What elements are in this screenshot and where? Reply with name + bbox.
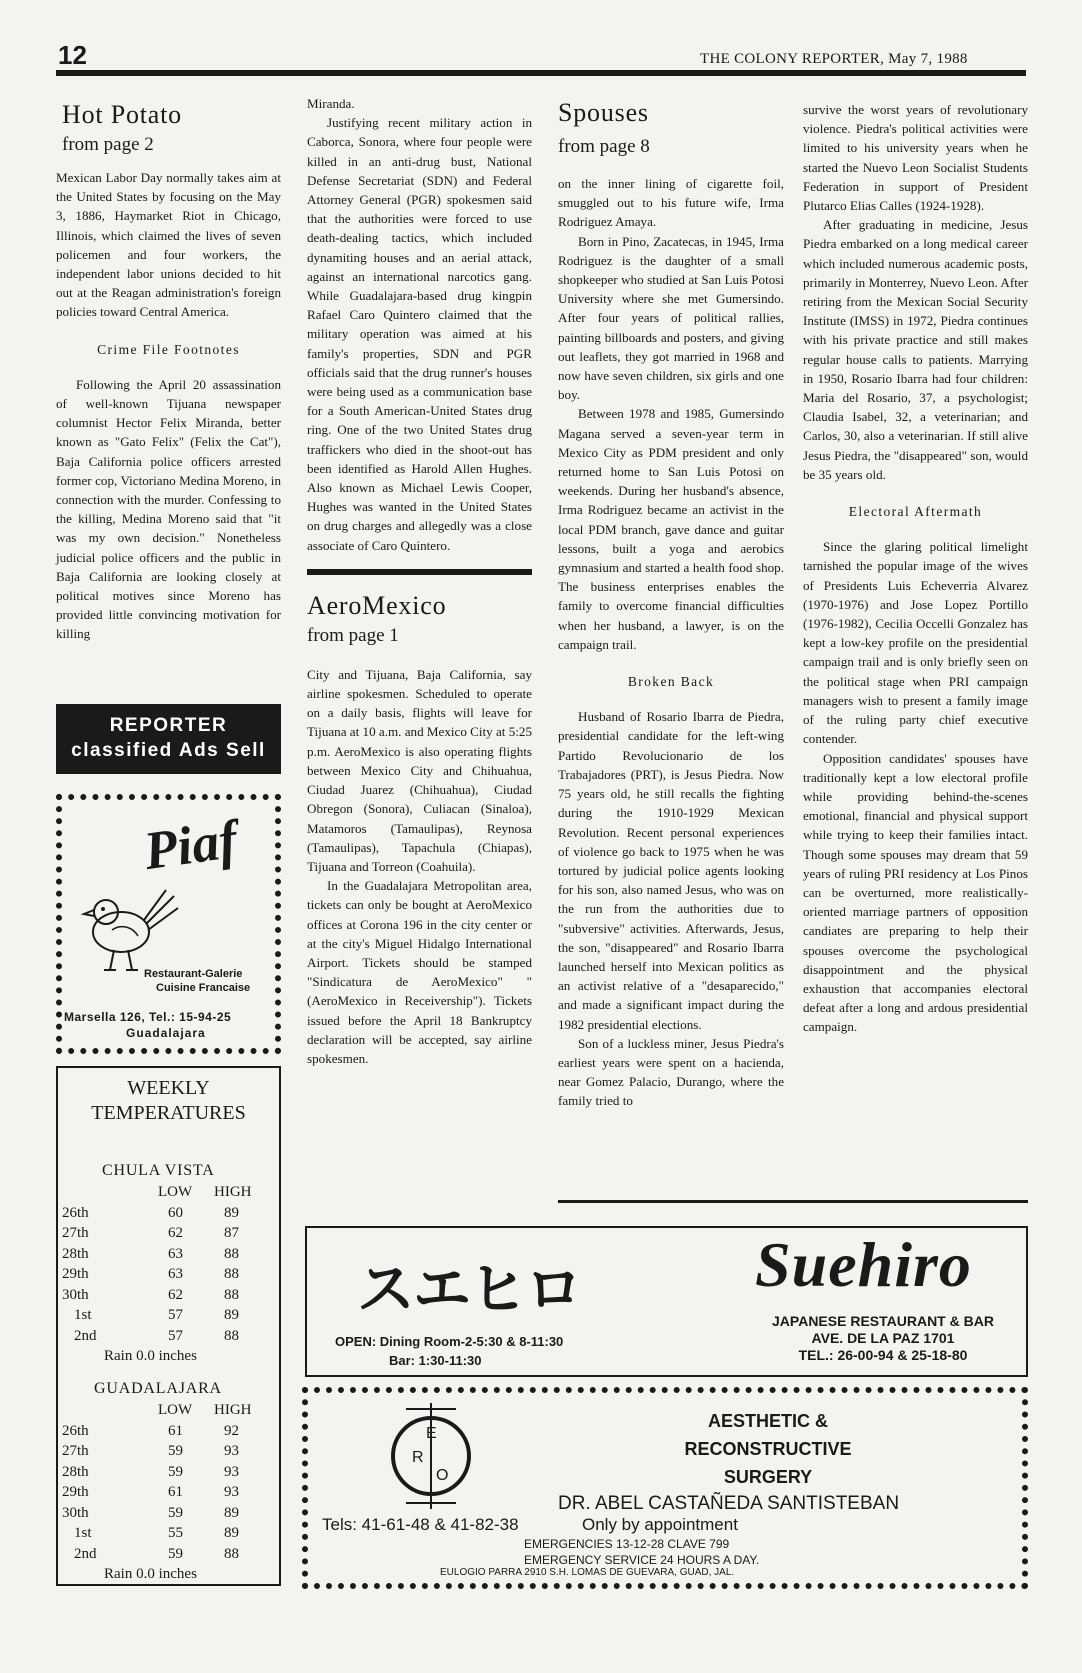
crime-file-continued: Miranda. [307, 96, 355, 111]
spouses-paragraph-5: Son of a luckless miner, Jesus Piedra's earliest years were spent on a hacienda, near Gomez Palacio, Durango, where the family tried to [558, 1035, 784, 1109]
piaf-restaurant-galerie: Restaurant-Galerie [144, 968, 243, 980]
suehiro-hours [335, 1332, 563, 1370]
piaf-ad [56, 794, 281, 1054]
table-row: 26th 60 89 [62, 1204, 239, 1221]
weekly-temperatures [56, 1066, 281, 1586]
surgery-title [628, 1407, 908, 1491]
temps-title-1: WEEKLY [127, 1077, 210, 1099]
spouses-paragraph-1: on the inner lining of cigarette foil, smuggled out to his future wife, Irma Rodriguez Amaya. [558, 176, 784, 230]
surgery-line-1: AESTHETIC & [707, 1411, 828, 1431]
table-row: 28th 63 88 [62, 1245, 239, 1262]
crime-file-heading: Crime File Footnotes [97, 341, 240, 357]
piaf-address: Marsella 126, Tel.: 15-94-25 [64, 1010, 232, 1024]
logo-letter-e: E [426, 1425, 437, 1442]
guadalajara-heading: GUADALAJARA [94, 1380, 222, 1397]
table-row: 28th 59 93 [62, 1463, 239, 1480]
table-row: 29th 61 93 [62, 1484, 239, 1500]
bar-hours: Bar: 1:30-11:30 [389, 1353, 482, 1368]
table-row: 30th 62 88 [62, 1286, 239, 1303]
bottom-rule [558, 1200, 1028, 1203]
column-2 [307, 94, 532, 1068]
surgery-line-2: RECONSTRUCTIVE [684, 1439, 852, 1459]
table-row: 1st 57 89 [74, 1307, 239, 1323]
broken-back-paragraph: Husband of Rosario Ibarra de Piedra, presidential candidate for the left-wing Partido Revolucionario de los Trabajadores (PRT), is Jesus Piedra. Now 75 years old, he still recalls the fighting during the 1910-1929 Mexican Revolution. Recent personal experiences of violence go back to 1975 when he was tortured by judicial police agents looking for his son, also named Jesus, who was on the run from the authorities due to "subversive" activities. Afterwards, Jesus, the son, "disappeared" and Rosario Ibarra launched herself into Mexican politics as an activist relative of a "desaparecido," and made a significant impact during the 1982 presidential elections. [558, 709, 784, 1032]
ero-logo [386, 1401, 476, 1511]
table-row: 2nd 59 88 [74, 1545, 239, 1562]
spouses-headline: Spouses [558, 98, 649, 127]
high-header: HIGH [214, 1402, 252, 1418]
classified-ads-banner [56, 704, 281, 774]
surgery-line-3: SURGERY [723, 1467, 813, 1487]
suehiro-address: AVE. DE LA PAZ 1701 [811, 1330, 955, 1346]
table-row: 27th 62 87 [62, 1225, 239, 1241]
masthead: THE COLONY REPORTER, May 7, 1988 [700, 51, 968, 67]
aeromexico-paragraph-1: City and Tijuana, Baja California, say airline spokesmen. Scheduled to operate on a daily basis, flights will leave for Tijuana at 10 a.m. and Mexico City at 5:25 p.m. AeroMexico is also operating flights between Mexico City and Chihuahua, Ciudad Juarez (Chihuahua), Ciudad Obregon (Sonora), Culiacan (Sinaloa), Matamoros (Tamaulipas), Reynosa (Tamaulipas), Tapachula (Chiapas), Tijuana and Torreon (Coahuila). [307, 666, 532, 874]
emergency-service-line: EMERGENCY SERVICE 24 HOURS A DAY. [524, 1553, 760, 1567]
electoral-paragraph-1: Since the glaring political limelight tarnished the popular image of the wives of Presidents Luis Echeverria Alvarez (1970-1976) and Jose Lopez Portillo (1976-1982), Cecilia Occelli Gonzalez has kept a low-key profile on the presidential campaign trail and is only briefly seen on the political stage when PRI campaign managers wish to present a family image of the ruling party chief executive contender. [803, 539, 1028, 747]
dining-hours: Dining Room-2-5:30 & 8-11:30 [379, 1334, 564, 1349]
surgery-tels: Tels: 41-61-48 & 41-82-38 [322, 1515, 519, 1534]
suehiro-type: JAPANESE RESTAURANT & BAR [772, 1313, 994, 1329]
column-1 [56, 100, 281, 644]
logo-letter-o: O [436, 1467, 449, 1484]
hot-potato-subhead: from page 2 [62, 134, 154, 155]
chula-vista-rain: Rain 0.0 inches [104, 1348, 197, 1364]
page-number: 12 [58, 40, 87, 70]
aeromexico-subhead: from page 1 [307, 624, 399, 646]
table-row: 27th 59 93 [62, 1443, 239, 1459]
low-header: LOW [158, 1402, 193, 1418]
suehiro-ad [305, 1226, 1028, 1377]
suehiro-script-logo: Suehiro [755, 1229, 972, 1300]
piedra-paragraph-1: survive the worst years of revolutionary violence. Piedra's political activities were limited to his university years when he started the Nuevo Leon Socialist Students Federation in support of President Plutarco Elias Calles (1924-1928). [803, 102, 1028, 214]
table-row: 1st 55 89 [74, 1525, 239, 1541]
crime-file-paragraph: Following the April 20 assassination of well-known Tijuana newspaper columnist Hector Felix Miranda, better known as "Gato Felix" (Felix the Cat"), Baja California police officers arrested former cop, Victoriano Medina Moreno, in connection with the murder. Confessing to the killing, Medina Moreno said that "it was my own decision." Nonetheless judicial police officers and the public in Baja California are looking closely at political motives since Moreno has provided little convincing motivation for killing [56, 376, 281, 642]
table-row: 2nd 57 88 [74, 1327, 239, 1344]
classified-line-2: classified Ads Sell [71, 740, 266, 761]
low-header: LOW [158, 1184, 193, 1200]
divider [307, 569, 532, 575]
aeromexico-headline: AeroMexico [307, 590, 447, 620]
hot-potato-headline: Hot Potato [62, 100, 182, 129]
piedra-paragraph-2: After graduating in medicine, Jesus Piedra embarked on a long medical career which included numerous academic posts, primarily in Monterrey, Nuevo Leon. After retiring from the Mexican Social Security Institute (IMSS) in 1972, Piedra continues with his private practice and still makes regular house calls to patients. Marrying in 1950, Rosario Ibarra had four children: Maria del Rosario, 37, a psychologist; Claudia Isabel, 32, a veterinarian; and Carlos, 30, also a veterinarian. If still alive Jesus Piedra, the "disappeared" son, would be 35 years old. [803, 217, 1028, 482]
surgery-address: EULOGIO PARRA 2910 S.H. LOMAS DE GUEVARA, GUAD, JAL. [440, 1567, 735, 1578]
column-4 [803, 100, 1028, 1037]
broken-back-heading: Broken Back [627, 674, 715, 690]
spouses-paragraph-3: Between 1978 and 1985, Gumersindo Magana served a seven-year term in Mexico City as PDM president and only returned home to San Luis Potosi on weekends. During her husband's absence, Irma Rodriguez became an activist in the local PDM branch, gave dance and guitar lessons, built a yoga and aerobics gymnasium and started a health food shop. The business enterprises enables the family to overcome financial difficulties when her husband, a lawyer, is on the campaign trail. [558, 406, 784, 652]
appointment-note: Only by appointment [582, 1515, 738, 1534]
guadalajara-table [62, 1400, 267, 1564]
chula-vista-table [62, 1182, 267, 1346]
spouses-paragraph-2: Born in Pino, Zacatecas, in 1945, Irma Rodriguez is the daughter of a small shopkeeper who studied at San Luis Potosi University where she met Gumersindo. After four years of political rallies, painting billboards and posters, and giving out leaflets, they got married in 1968 and now have seven children, six girls and one boy. [558, 233, 784, 403]
suehiro-details [763, 1313, 1003, 1364]
table-row: 29th 63 88 [62, 1266, 239, 1282]
guadalajara-rain: Rain 0.0 inches [104, 1566, 197, 1582]
high-header: HIGH [214, 1184, 252, 1200]
table-row: 30th 59 89 [62, 1504, 239, 1521]
logo-letter-r: R [412, 1449, 424, 1466]
classified-line-1: REPORTER [109, 715, 228, 736]
temps-title-2: TEMPERATURES [91, 1102, 246, 1124]
chula-vista-heading: CHULA VISTA [102, 1162, 215, 1179]
hot-potato-paragraph: Mexican Labor Day normally takes aim at the United States by focusing on the May 3, 1886, Haymarket Riot in Chicago, Illinois, which claimed the lives of seven policemen and four workers, the independent labor unions decided to hit out at the Reagan administration's foreign policies toward Central America. [56, 170, 281, 320]
spouses-subhead: from page 8 [558, 136, 650, 157]
piaf-city: Guadalajara [126, 1026, 206, 1040]
header-rule [56, 70, 1026, 76]
column-3 [558, 94, 784, 1111]
piaf-logo: Piaf [140, 808, 241, 882]
suehiro-tel: TEL.: 26-00-94 & 25-18-80 [798, 1347, 968, 1363]
electoral-paragraph-2: Opposition candidates' spouses have traditionally kept a low electoral profile while providing behind-the-scenes emotional, financial and physical support while trying to keep their families intact. Though some spouses may dream that 59 years of ruling PRI residency at Los Pinos can be overturned, more realistically-oriented marriage partners of opposition candiates are preparing to help their spouses overcome the psychological disappointment and the physical exhaustion that accompanies electoral defeat after a long and ardous presidential campaign. [803, 750, 1028, 1035]
surgery-ad [302, 1387, 1028, 1589]
open-label: OPEN: [335, 1334, 377, 1349]
emergencies-line: EMERGENCIES 13-12-28 CLAVE 799 [524, 1537, 730, 1551]
table-row: 26th 61 92 [62, 1422, 239, 1439]
caborca-paragraph: Justifying recent military action in Caborca, Sonora, where four people were killed in an anti-drug bust, National Defense Secretariat (SDN) and Federal Attorney General (PGR) spokesmen said that the authorities were forced to use death-dealing tactics, which included dynamiting houses and an aerial attack, against an international narcotics gang. While Guadalajara-based drug kingpin Rafael Caro Quintero claimed that the military operation was aimed at his family's properties, SDN and PGR officials said that the drug runner's houses were being used as a communication base for a South American-United States drug ring. One of the two United States drug traffickers who died in the shoot-out has been identified as Harold Allen Hughes. Also known as Michael Lewis Cooper, Hughes was wanted in the United States on drug charges and allegedly was a close associate of Caro Quintero. [307, 115, 532, 553]
suehiro-japanese-logo: スエヒロ [357, 1255, 582, 1323]
piaf-cuisine: Cuisine Francaise [156, 982, 251, 994]
electoral-aftermath-heading: Electoral Aftermath [848, 504, 983, 520]
doctor-name: DR. ABEL CASTAÑEDA SANTISTEBAN [558, 1493, 900, 1514]
aeromexico-paragraph-2: In the Guadalajara Metropolitan area, tickets can only be bought at AeroMexico offices at Corona 196 in the city center or at the city's Miguel Hidalgo International Airport. Tickets should be stamped "Sindicatura de AeroMexico" "(AeroMexico in Receivership"). Tickets issued before the April 18 Bankruptcy declaration will be accepted, say airline spokesmen. [307, 878, 532, 1066]
